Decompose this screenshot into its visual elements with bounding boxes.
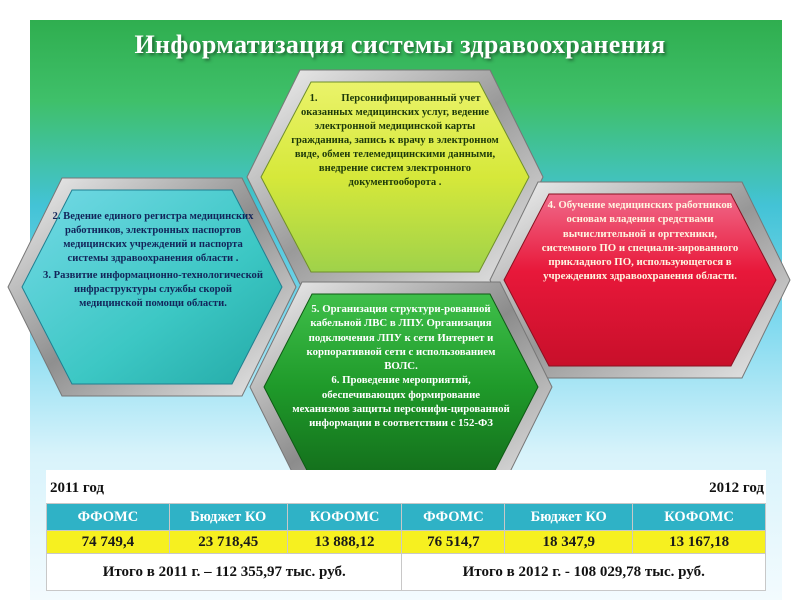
hexagon-top-text: 1. Персонифицированный учет оказанных медицинских услуг, ведение электронной медицинской карты гражданина, запись к врачу в электронном виде, обмен телемедицинскими данными, внедрение систем электронного документооборота . xyxy=(291,93,499,188)
value-cell: 18 347,9 xyxy=(505,531,633,554)
financing-grid xyxy=(46,503,766,591)
totals-row xyxy=(47,554,766,591)
hexagon-bottom-text xyxy=(292,302,510,430)
total-2011: Итого в 2011 г. – 112 355,97 тыс. руб. xyxy=(47,554,402,591)
value-cell: 13 888,12 xyxy=(287,531,402,554)
header-cell: КОФОМС xyxy=(633,504,766,531)
financing-table xyxy=(46,470,766,590)
value-cell: 76 514,7 xyxy=(402,531,505,554)
hexagon-left-text xyxy=(42,210,264,311)
values-row xyxy=(47,531,766,554)
hexagon-bottom-item-6: 6. Проведение мероприятий, обеспечивающих формирование механизмов защиты персонифи-цированной информации в соответствии с 152-ФЗ xyxy=(292,374,510,429)
value-cell: 23 718,45 xyxy=(169,531,287,554)
value-cell: 74 749,4 xyxy=(47,531,170,554)
year-2012-label: 2012 год xyxy=(709,480,764,496)
header-cell: Бюджет КО xyxy=(505,504,633,531)
hexagon-bottom xyxy=(248,280,554,494)
header-cell: КОФОМС xyxy=(287,504,402,531)
header-cell: ФФОМС xyxy=(47,504,170,531)
hexagon-right-text: 4. Обучение медицинских работников основам владения средствами вычислительной и оргтехники, системного ПО и специали-зированного прикладного ПО, использующегося в учреждениях здравоохранения области. xyxy=(541,199,739,283)
header-cell: Бюджет КО xyxy=(169,504,287,531)
total-2012: Итого в 2012 г. - 108 029,78 тыс. руб. xyxy=(402,554,766,591)
hexagon-left-item-3: 3. Развитие информационно-технологической инфраструктуры службы скорой медицинской помощи области. xyxy=(43,269,263,309)
hexagon-left-item-2: 2. Ведение единого регистра медицинских работников, электронных паспортов медицинских учреждений и паспорта системы здравоохранения области . xyxy=(52,211,254,264)
header-cell: ФФОМС xyxy=(402,504,505,531)
hexagon-bottom-item-5: 5. Организация структури-рованной кабельной ЛВС в ЛПУ. Организация подключения ЛПУ к сети Интернет и корпоративной сети с использованием ВОЛС. xyxy=(306,303,496,372)
header-row xyxy=(47,504,766,531)
year-2011-label: 2011 год xyxy=(50,480,105,496)
value-cell: 13 167,18 xyxy=(633,531,766,554)
slide-title: Информатизация системы здравоохранения xyxy=(134,30,666,59)
